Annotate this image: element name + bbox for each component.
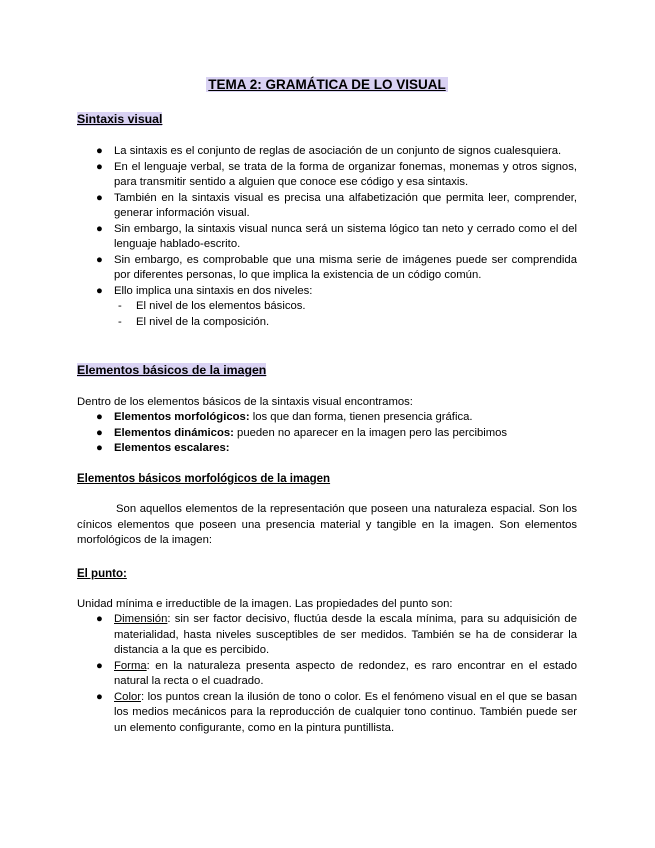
list-item: ● También en la sintaxis visual es precisa una alfabetización que permita leer, comprender, generar información visual. — [96, 191, 577, 219]
list-item: ● Ello implica una sintaxis en dos niveles: - El nivel de los elementos básicos. - El nivel de la composición. — [77, 284, 577, 331]
bullet-icon: ● — [96, 442, 103, 454]
section-heading-elementos: Elementos básicos de la imagen — [77, 363, 267, 377]
bullet-icon: ● — [96, 191, 103, 204]
sintaxis-bullet-list — [77, 144, 577, 330]
section-heading-sintaxis: Sintaxis visual — [77, 112, 163, 126]
morfologicos-paragraph: Son aquellos elementos de la representación que poseen una naturaleza espacial. Son los cínicos elementos que poseen una presencia material y tangible en la imagen. Son elementos morfológicos de la imagen: — [77, 503, 577, 546]
bullet-icon: ● — [96, 145, 103, 157]
bullet-icon: ● — [96, 690, 103, 703]
bullet-icon: ● — [96, 222, 103, 235]
bullet-icon: ● — [96, 613, 103, 625]
bullet-icon: ● — [96, 284, 103, 297]
bullet-icon: ● — [96, 659, 103, 672]
bullet-icon: ● — [96, 411, 103, 423]
list-item: ● Color: los puntos crean la ilusión de tono o color. Es el fenómeno visual en el que se basan los medios mecánicos para la reproducción de cualquier tono continuo. También puede ser un elemento configurante, como en la pintura puntillista. — [96, 690, 577, 734]
list-item: ● Sin embargo, la sintaxis visual nunca será un sistema lógico tan neto y cerrado como el del lenguaje hablado-escrito. — [96, 222, 577, 250]
list-item: ● Forma: en la naturaleza presenta aspecto de redondez, es raro encontrar en el estado natural la recta o el cuadrado. — [96, 659, 577, 687]
sub-list — [114, 299, 577, 330]
document-title: TEMA 2: GRAMÁTICA DE LO VISUAL — [208, 77, 446, 92]
dash-icon: - — [118, 315, 122, 328]
list-item: ● Elementos escalares: — [77, 441, 577, 457]
section-heading-punto: El punto: — [77, 568, 127, 580]
sub-list-item: - El nivel de los elementos básicos. — [114, 299, 577, 315]
list-item: ● La sintaxis es el conjunto de reglas de asociación de un conjunto de signos cualesquiera. — [77, 144, 577, 160]
punto-intro: Unidad mínima e irreductible de la imagen. Las propiedades del punto son: — [77, 598, 453, 610]
punto-properties-list — [77, 612, 577, 736]
bullet-icon: ● — [96, 253, 103, 266]
section-heading-morfologicos: Elementos básicos morfológicos de la imagen — [77, 473, 331, 485]
elementos-list — [77, 410, 577, 457]
bullet-icon: ● — [96, 160, 103, 173]
list-item: ● Sin embargo, es comprobable que una misma serie de imágenes puede ser comprendida por diferentes personas, lo que implica la existencia de un código común. — [96, 253, 577, 281]
list-item: ● Elementos dinámicos: pueden no aparecer en la imagen pero las percibimos — [77, 426, 577, 442]
elementos-intro: Dentro de los elementos básicos de la sintaxis visual encontramos: — [77, 396, 413, 408]
list-item: ● Elementos morfológicos: los que dan forma, tienen presencia gráfica. — [77, 410, 577, 426]
bullet-icon: ● — [96, 426, 103, 439]
dash-icon: - — [118, 300, 122, 312]
list-item: ● En el lenguaje verbal, se trata de la forma de organizar fonemas, monemas y otros signos, para transmitir sentido a alguien que conoce ese código y esa sintaxis. — [96, 160, 577, 188]
sub-list-item: - El nivel de la composición. — [114, 315, 577, 331]
list-item: ● Dimensión: sin ser factor decisivo, fluctúa desde la escala mínima, para su adquisición de materialidad, hasta niveles susceptibles de ser medidos. También se ha de considerar la distancia a la que es percibido. — [96, 613, 577, 656]
